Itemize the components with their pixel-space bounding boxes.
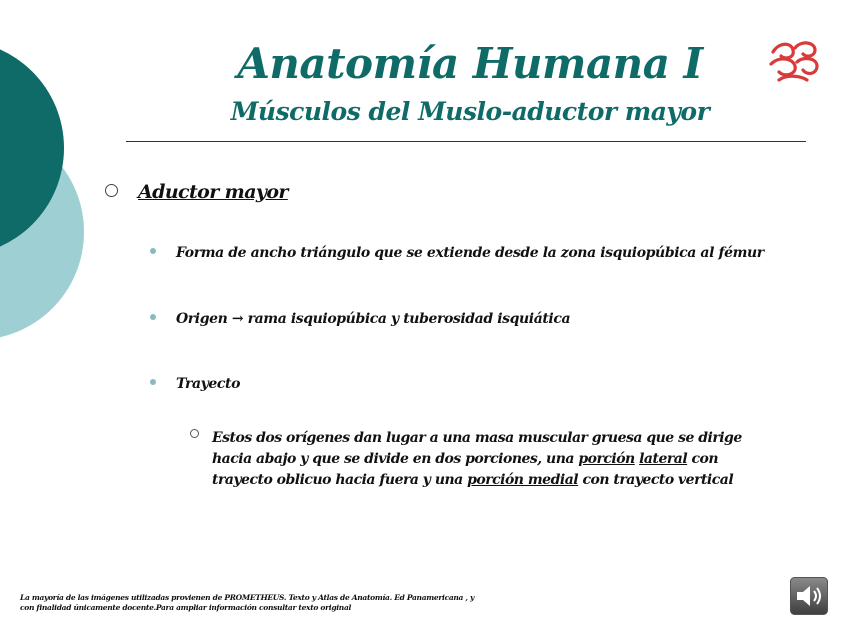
sub-bullet-marker bbox=[190, 429, 199, 438]
heading-bullet bbox=[105, 184, 118, 197]
slide-subtitle: Músculos del Muslo-aductor mayor bbox=[230, 97, 710, 126]
speaker-icon[interactable] bbox=[790, 577, 828, 615]
bullet-trayecto: Trayecto bbox=[176, 376, 241, 392]
section-heading: Aductor mayor bbox=[138, 181, 288, 203]
bullet-origin: Origen → rama isquiopúbica y tuberosidad isquiática bbox=[176, 311, 571, 327]
sub-bullet-text: Estos dos orígenes dan lugar a una masa muscular gruesa que se dirige hacia abajo y que se divide en dos porciones, una porción lateral con trayecto oblicuo hacia fuera y una porción medial con trayecto vertical bbox=[212, 430, 742, 488]
bullet-marker bbox=[150, 379, 156, 385]
decorative-circles bbox=[0, 0, 140, 360]
bullet-marker bbox=[150, 314, 156, 320]
logo-icon bbox=[767, 38, 821, 84]
bullet-shape: Forma de ancho triángulo que se extiende desde la zona isquiopúbica al fémur bbox=[176, 245, 764, 261]
footer-note: La mayoría de las imágenes utilizadas provienen de PROMETHEUS. Texto y Atlas de Anatomía. Ed Panamericana , y con finalidad únicamente docente.Para ampliar información consultar texto original bbox=[20, 593, 475, 612]
bullet-marker bbox=[150, 248, 156, 254]
title-divider bbox=[126, 141, 806, 142]
slide-title: Anatomía Humana I bbox=[237, 39, 703, 88]
